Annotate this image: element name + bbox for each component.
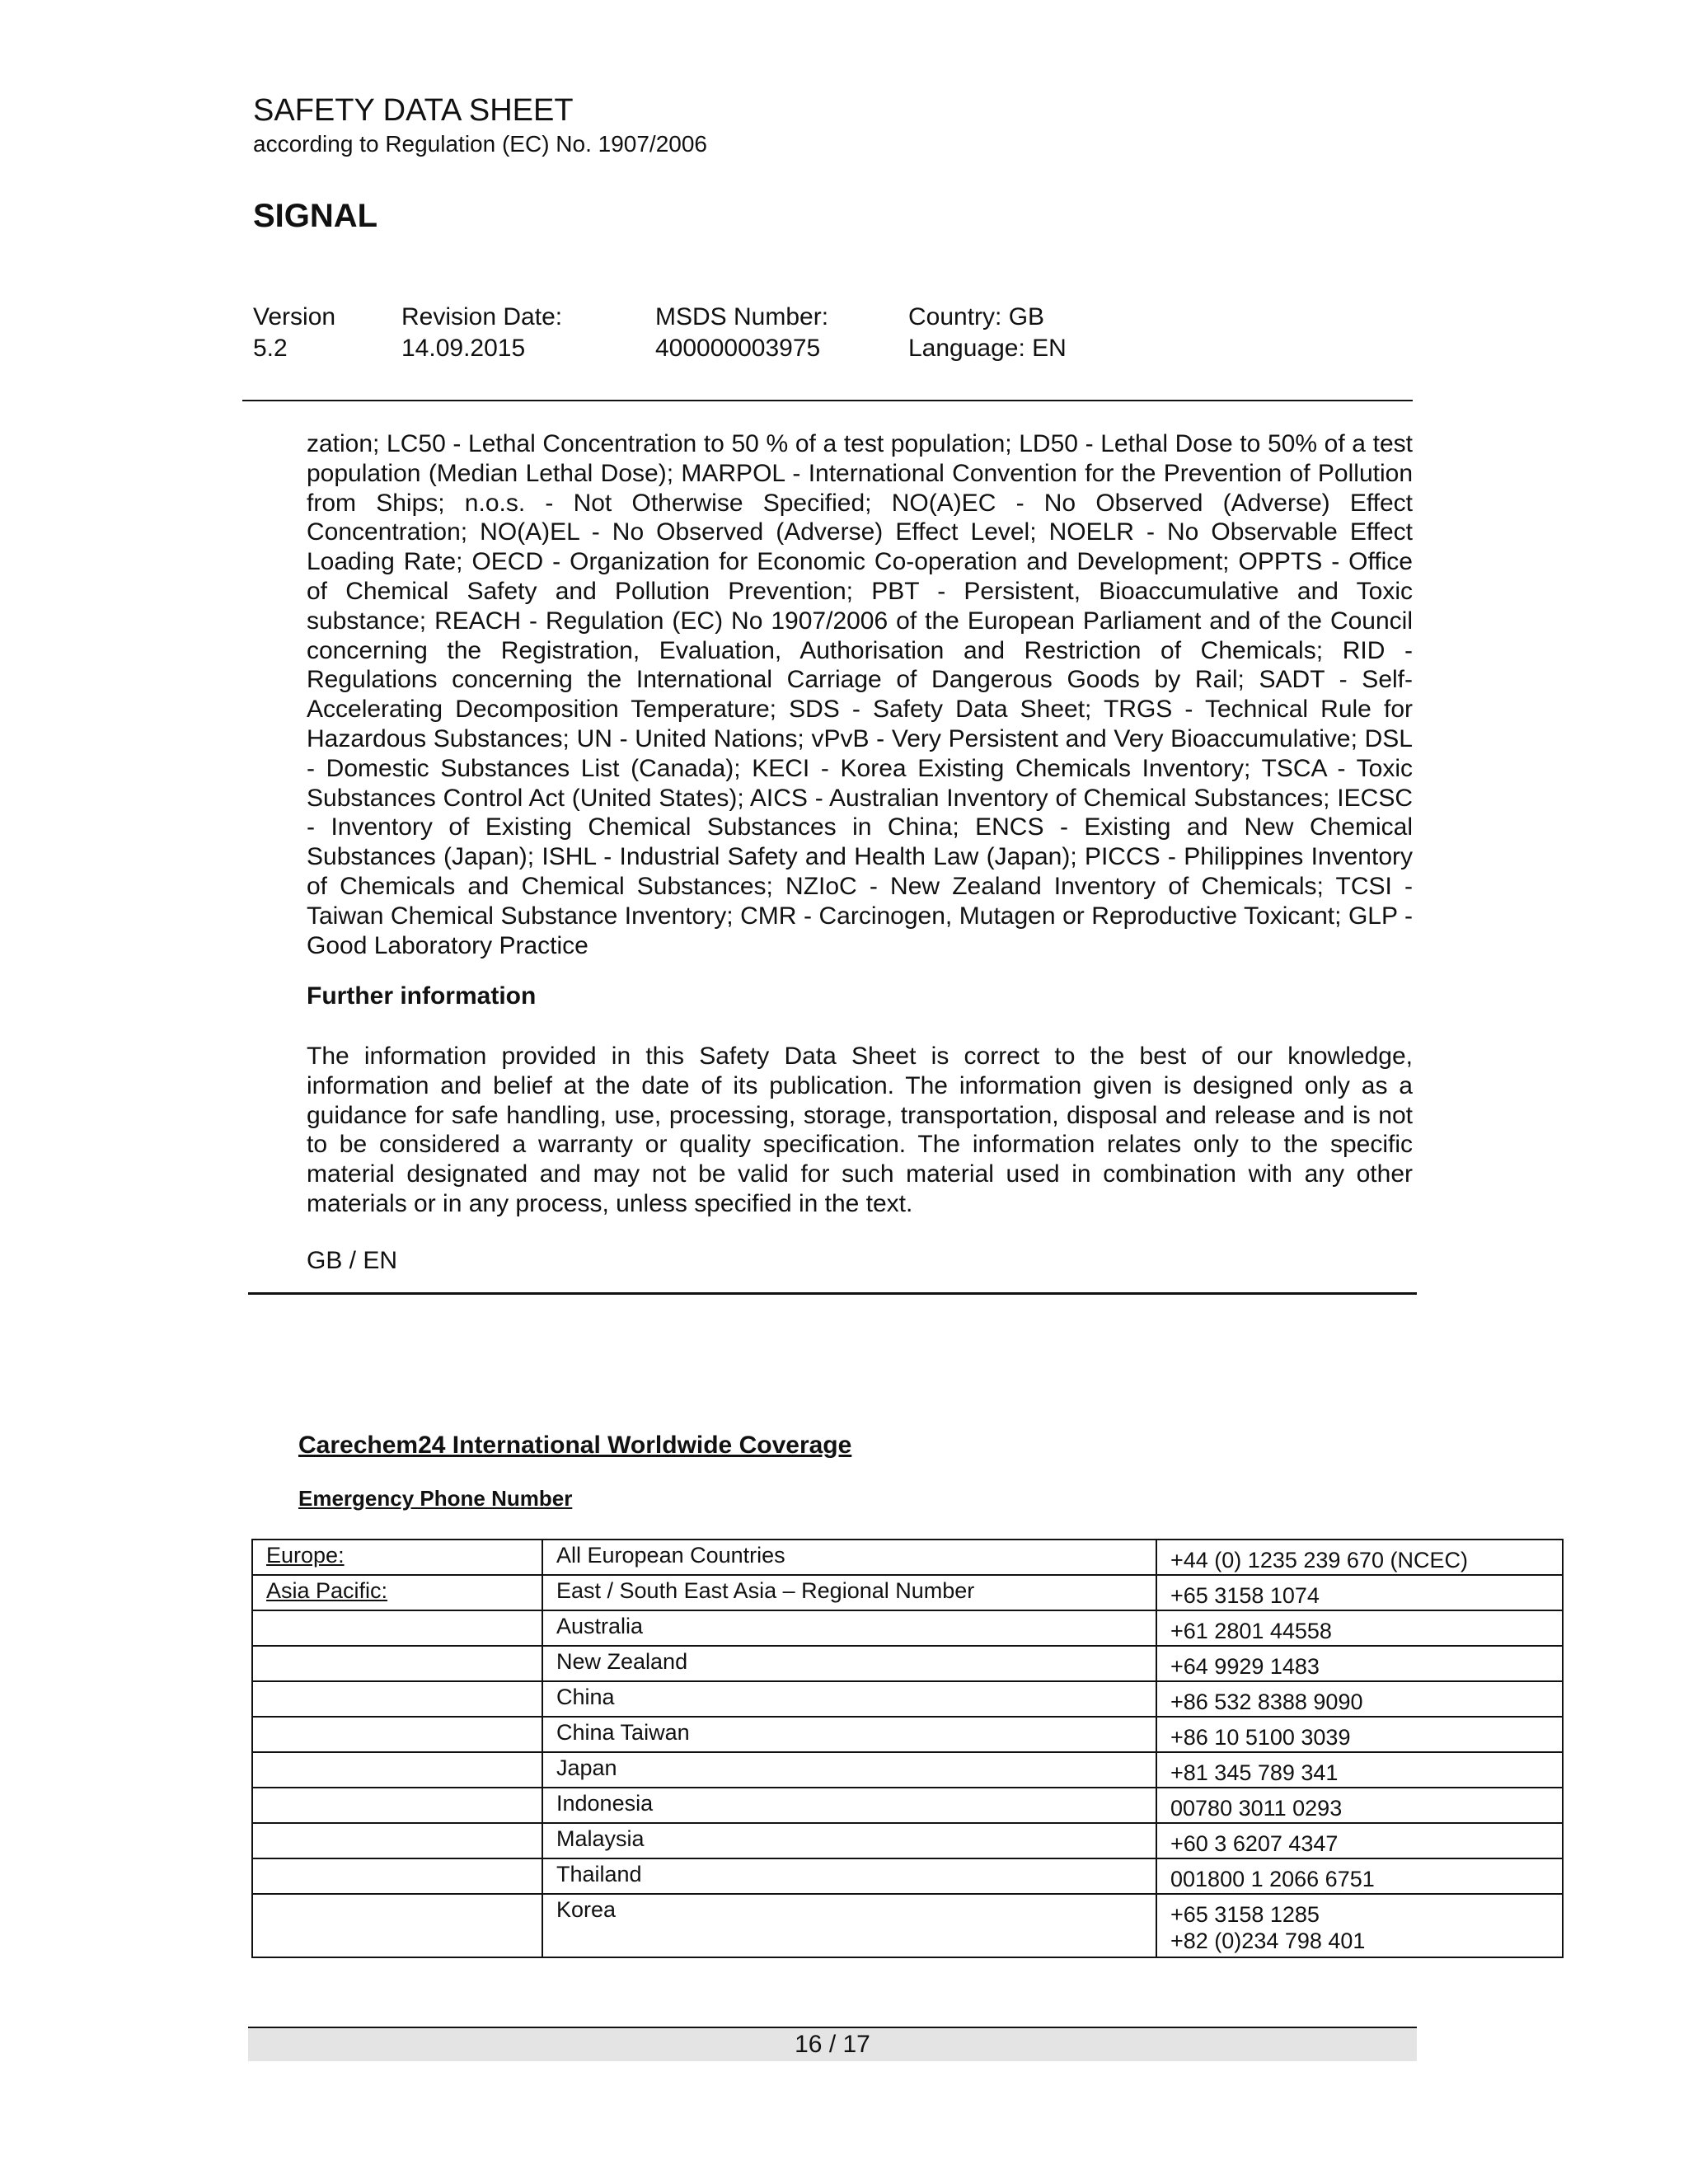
further-information-paragraph: The information provided in this Safety Data Sheet is correct to the best of our knowledge, information and belief at the date of its publication. The information given is designed only as a guidance for safe handling, use, processing, storage, transportation, disposal and release and is not to be considered a warranty or quality specification. The information relates only to the specific material designated and may not be valid for such material used in combination with any other materials or in any process, unless specified in the text. [307, 1043, 1413, 1217]
region-cell [252, 1540, 542, 1575]
carechem-title: Carechem24 International Worldwide Coverage [298, 1432, 852, 1459]
table-row [252, 1823, 1563, 1858]
page-number: 16 / 17 [795, 2031, 870, 2058]
region-cell [252, 1681, 542, 1717]
revision-value: 14.09.2015 [401, 335, 526, 362]
language-label: Language: EN [908, 335, 1067, 362]
table-row [252, 1717, 1563, 1752]
region-cell [252, 1894, 542, 1957]
phone-cell: +86 10 5100 3039 [1156, 1717, 1563, 1752]
region-cell [252, 1646, 542, 1681]
region-cell [252, 1717, 542, 1752]
area-cell: China [542, 1681, 1156, 1717]
region-cell [252, 1823, 542, 1858]
document-title: SAFETY DATA SHEET [253, 93, 574, 128]
phone-cell [1156, 1894, 1563, 1957]
country-label: Country: GB [908, 303, 1045, 330]
version-value: 5.2 [253, 335, 288, 362]
revision-block [401, 302, 562, 364]
area-cell: All European Countries [542, 1540, 1156, 1575]
product-name: SIGNAL [253, 198, 378, 234]
revision-label: Revision Date: [401, 303, 563, 330]
phone-cell: +60 3 6207 4347 [1156, 1823, 1563, 1858]
locale-code: GB / EN [307, 1247, 398, 1274]
area-cell: Malaysia [542, 1823, 1156, 1858]
further-information-heading: Further information [307, 982, 537, 1010]
area-cell: Australia [542, 1610, 1156, 1646]
region-label: Asia Pacific: [266, 1578, 388, 1603]
phone-cell: +81 345 789 341 [1156, 1752, 1563, 1788]
area-cell: East / South East Asia – Regional Number [542, 1575, 1156, 1610]
emergency-phone-table [251, 1539, 1564, 1958]
region-cell [252, 1610, 542, 1646]
header-divider [242, 400, 1413, 401]
phone-cell: +61 2801 44558 [1156, 1610, 1563, 1646]
table-row [252, 1575, 1563, 1610]
region-label: Europe: [266, 1543, 345, 1568]
phone-cell: 00780 3011 0293 [1156, 1788, 1563, 1823]
table-row [252, 1681, 1563, 1717]
region-cell [252, 1575, 542, 1610]
phone-cell: +65 3158 1074 [1156, 1575, 1563, 1610]
abbreviations-paragraph: zation; LC50 - Lethal Concentration to 50 % of a test population; LD50 - Lethal Dose to 50% of a test population (Median Lethal Dose); MARPOL - International Convention for the Prevention of Pollution from Ships; n.o.s. - Not Otherwise Specified; NO(A)EC - No Observed (Adverse) Effect Concentration; NO(A)EL - No Observed (Adverse) Effect Level; NOELR - No Observable Effect Loading Rate; OECD - Organization for Economic Co-operation and Development; OPPTS - Office of Chemical Safety and Pollution Prevention; PBT - Persistent, Bioaccumulative and Toxic substance; REACH - Regulation (EC) No 1907/2006 of the European Parliament and of the Council concerning the Registration, Evaluation, Authorisation and Restriction of Chemicals; RID - Regulations concerning the International Carriage of Dangerous Goods by Rail; SADT - Self-Accelerating Decomposition Temperature; SDS - Safety Data Sheet; TRGS - Technical Rule for Hazardous Substances; UN - United Nations; vPvB - Very Persistent and Very Bioaccumulative; DSL - Domestic Substances List (Canada); KECI - Korea Existing Chemicals Inventory; TSCA - Toxic Substances Control Act (United States); AICS - Australian Inventory of Chemical Substances; IECSC - Inventory of Existing Chemical Substances in China; ENCS - Existing and New Chemical Substances (Japan); ISHL - Industrial Safety and Health Law (Japan); PICCS - Philippines Inventory of Chemicals and Chemical Substances; NZIoC - New Zealand Inventory of Chemicals; TCSI - Taiwan Chemical Substance Inventory; CMR - Carcinogen, Mutagen or Reproductive Toxicant; GLP - Good Laboratory Practice [307, 430, 1413, 959]
msds-block [655, 302, 828, 364]
msds-label: MSDS Number: [655, 303, 829, 330]
table-row [252, 1788, 1563, 1823]
emergency-phone-subtitle: Emergency Phone Number [298, 1486, 573, 1511]
phone-cell: +64 9929 1483 [1156, 1646, 1563, 1681]
locale-block [908, 302, 1067, 364]
area-cell: Japan [542, 1752, 1156, 1788]
table-row [252, 1646, 1563, 1681]
phone-cell: +86 532 8388 9090 [1156, 1681, 1563, 1717]
table-row [252, 1610, 1563, 1646]
area-cell: New Zealand [542, 1646, 1156, 1681]
phone-cell: 001800 1 2066 6751 [1156, 1858, 1563, 1894]
area-cell: Korea [542, 1894, 1156, 1957]
region-cell [252, 1788, 542, 1823]
area-cell: China Taiwan [542, 1717, 1156, 1752]
phone-cell: +44 (0) 1235 239 670 (NCEC) [1156, 1540, 1563, 1575]
table-row [252, 1894, 1563, 1957]
area-cell: Thailand [542, 1858, 1156, 1894]
region-cell [252, 1858, 542, 1894]
phone-number-secondary: +82 (0)234 798 401 [1170, 1929, 1366, 1953]
area-cell: Indonesia [542, 1788, 1156, 1823]
version-block [253, 302, 335, 364]
table-row [252, 1752, 1563, 1788]
region-cell [252, 1752, 542, 1788]
msds-value: 400000003975 [655, 335, 821, 362]
version-label: Version [253, 303, 336, 330]
phone-number-primary: +65 3158 1285 [1170, 1902, 1320, 1927]
table-row [252, 1858, 1563, 1894]
regulation-subtitle: according to Regulation (EC) No. 1907/2006 [253, 131, 708, 157]
section-divider [248, 1292, 1417, 1295]
table-row [252, 1540, 1563, 1575]
